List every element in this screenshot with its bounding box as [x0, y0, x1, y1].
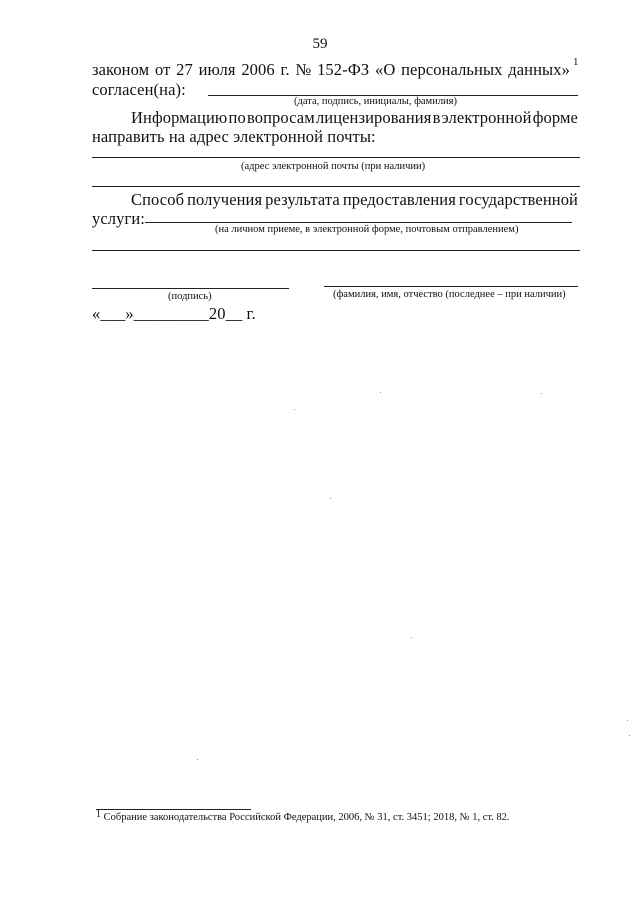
result-method-extra-line	[92, 250, 580, 251]
word: предоставления	[342, 190, 456, 209]
word: от	[154, 60, 171, 79]
word: «О	[374, 60, 396, 79]
word: 152-ФЗ	[317, 60, 370, 79]
email-caption: (адрес электронной почты (при наличии)	[241, 161, 426, 172]
footnote-text: Собрание законодательства Российской Федерации, 2006, № 31, ст. 3451; 2018, № 1, ст. 82.	[103, 812, 510, 823]
date-line: «___»_________20__ г.	[92, 304, 256, 323]
scan-speck	[380, 392, 381, 393]
word: персональных	[401, 60, 503, 79]
word: получения	[187, 190, 263, 209]
word: по	[228, 108, 246, 127]
email-info-line-2: направить на адрес электронной почты:	[92, 127, 376, 146]
footnote-separator	[96, 809, 251, 810]
scan-speck	[629, 735, 630, 736]
word: данных»	[508, 60, 570, 79]
scan-speck	[411, 637, 412, 638]
word: лицензирования	[315, 108, 432, 127]
word: форме	[532, 108, 578, 127]
scan-speck	[294, 409, 295, 410]
scan-speck	[330, 498, 331, 499]
scan-speck	[627, 720, 628, 721]
word: результата	[265, 190, 340, 209]
word: 27	[176, 60, 193, 79]
word: Информацию	[131, 108, 228, 127]
word: законом	[92, 60, 150, 79]
email-info-line-1	[131, 108, 578, 128]
word: №	[295, 60, 312, 79]
agreed-caption: (дата, подпись, инициалы, фамилия)	[294, 96, 458, 107]
word: в	[432, 108, 441, 127]
email-address-line	[92, 157, 580, 158]
signature-caption: (подпись)	[168, 291, 212, 302]
word: вопросам	[246, 108, 315, 127]
full-name-line	[324, 286, 578, 287]
word: 2006	[241, 60, 275, 79]
full-name-caption: (фамилия, имя, отчество (последнее – при наличии)	[333, 289, 566, 300]
scan-speck	[541, 393, 542, 394]
email-extra-line	[92, 186, 580, 187]
word: июля	[198, 60, 236, 79]
scan-speck	[197, 759, 198, 760]
result-method-caption: (на личном приеме, в электронной форме, почтовым отправлением)	[215, 224, 519, 235]
signature-line	[92, 288, 289, 289]
footnote-mark: 1	[96, 809, 101, 820]
word: г.	[280, 60, 290, 79]
footnote-reference: 1	[573, 56, 579, 68]
result-method-line	[145, 222, 572, 223]
agreed-label: согласен(на):	[92, 80, 186, 99]
word: электронной	[441, 108, 532, 127]
footnote	[96, 809, 510, 823]
word: государственной	[458, 190, 578, 209]
consent-line-1	[92, 60, 570, 80]
result-method-line-1	[131, 190, 578, 210]
result-method-label: услуги:	[92, 209, 145, 228]
page-number: 59	[312, 36, 328, 52]
word: Способ	[131, 190, 185, 209]
